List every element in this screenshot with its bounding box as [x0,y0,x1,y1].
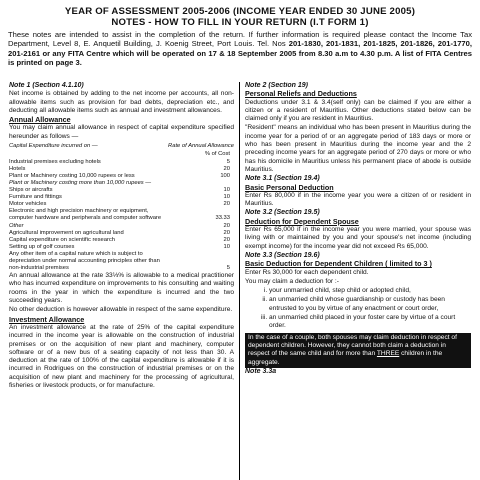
note-3-2-heading: Note 3.2 (Section 19.5) [245,209,320,217]
title-line-2: NOTES - HOW TO FILL IN YOUR RETURN (I.T FORM 1) [111,17,369,28]
rate-table-header-left: Capital Expenditure incurred on — [9,143,98,150]
rate-label: Other [9,222,24,229]
rate-value: 5 [226,265,230,272]
dependent-spouse-heading: Deduction for Dependent Spouse [245,216,359,226]
note-1-heading: Note 1 (Section 4.1.10) [9,82,84,89]
rate-label: Setting up of golf courses [9,243,75,250]
intro-phone-numbers: 201-1830, 201-1831, 201-1825, 201-1826, 201-1770, 201-2161 or any FITA Centre which will be operated on 17 & 18 September 2005 from 8.30 a.m to 4.30 p.m. A list of FITA Centres is printed on page 3. [8,39,472,68]
rate-value: 20 [223,222,230,229]
basic-personal-paragraph: Enter Rs 80,000 if in the income year you were a citizen of or resident in Mauritius. [245,191,471,208]
medical-practitioner-paragraph: An annual allowance at the rate 33⅓% is allowable to a medical practitioner who has incurred expenditure on improvements to his consulting and waiting rooms in the year in which the expenditure is incurred and the two succeeding years. [9,272,234,305]
rate-row [9,223,234,230]
list-item: iii. an unmarried child placed in your foster care by virtue of a court order. [269,314,471,331]
personal-reliefs-heading: Personal Reliefs and Deductions [245,89,357,99]
rate-row [9,166,234,173]
rate-value: 100 [220,172,230,179]
child-categories-list [245,287,471,330]
claim-deduction-paragraph: You may claim a deduction for :- [245,277,339,285]
intro-paragraph [0,28,480,68]
rate-label: computer hardware and peripherals and computer software [9,215,162,222]
rate-row [9,244,234,251]
annual-allowance-paragraph: You may claim annual allowance in respect of capital expenditure specified hereunder as follows — [9,124,234,140]
rate-row [9,230,234,237]
two-column-body [4,82,476,480]
rate-label: Any other item of a capital nature which is subject to [9,250,143,257]
rate-value: 20 [223,229,230,236]
rate-value: 10 [223,243,230,250]
rate-label: Agricultural improvement on agricultural land [9,229,124,236]
rate-label: Capital expenditure on scientific research [9,236,116,243]
rate-label: Hotels [9,165,26,172]
each-child-paragraph: Enter Rs 30,000 for each dependent child. [245,268,369,276]
rate-value: 20 [223,236,230,243]
note-3-1-heading: Note 3.1 (Section 19.4) [245,175,320,183]
annual-allowance-heading: Annual Allowance [9,115,71,125]
rate-value [202,258,234,265]
rate-label: Plant or Machinery costing 10,000 rupees or less [9,172,135,179]
highlight-text-end: children in the aggregate. [248,350,443,366]
rate-row [9,237,234,244]
resident-definition-paragraph: "Resident" means an individual who has been present in Mauritius during the income year for a period of or an aggregate period of 183 days or more or who has been present in Mauritius during the income year and the 2 preceding income years for an aggregate period of 270 days or more or who has his domicile in Mauritius unless his permanent place of abode is outside Mauritius. [245,124,471,173]
highlight-three: THREE [376,350,400,358]
rate-row [9,215,234,222]
basic-personal-deduction-heading: Basic Personal Deduction [245,182,334,192]
rate-row [9,187,234,194]
rate-value: 20 [223,201,230,208]
list-item: ii. an unmarried child whose guardianship or custody has been entrusted to you by virtue of any enactment or court order, [269,296,471,313]
rate-row [9,258,234,265]
title-line-1: YEAR OF ASSESSMENT 2005-2006 (INCOME YEAR ENDED 30 JUNE 2005) [64,6,416,17]
rate-value: 5 [226,158,230,165]
rate-row [9,251,234,258]
dependent-spouse-paragraph: Enter Rs 65,000 if in the income year you were married, your spouse was living with or maintained by you and your spouse's net income (including exempt income) for the income year did not exceed Rs 65,000. [245,226,471,250]
rate-row [9,265,234,272]
rate-table-header-right: Rate of Annual Allowance [168,143,234,150]
rate-label: Plant or Machinery costing more than 10,000 rupees — [9,179,152,186]
note-3-3-heading: Note 3.3 (Section 19.6) [245,251,320,259]
left-column [4,82,240,480]
deductions-paragraph: Deductions under 3.1 & 3.4(self only) can be claimed if you are either a citizen or a resident of Mauritius. Other deductions stated below can be claimed only if you are resident in Mauritius. [245,98,471,123]
investment-allowance-paragraph: An investment allowance at the rate of 25% of the capital expenditure incurred in the income year is allowable on the construction of industrial premises or on the acquisition of new plant and machinery, computer software or of a new bus of a seating capacity of not less than 30. A deduction at the rate of 100% of the capital expenditure is allowable if it is incurred in Rodrigues on the construction of industrial premises or on the acquisition of new plant and machinery for the processing of agricultural, fisheries or livestock products, or for manufacture. [9,323,234,390]
rate-table-pct-label: % of Cost [204,151,230,158]
rate-row [9,159,234,166]
rate-value [202,180,234,187]
rate-value: 10 [223,187,230,194]
document-header [0,0,480,28]
rate-label: depreciation under normal accounting principles other than [9,257,160,264]
rate-table-header [9,142,234,150]
rate-value [202,251,234,258]
intro-text: These notes are intended to assist in the completion of the return. If further information is required please contact the Income Tax Department, Level 8, E. Anquetil Building, J. Koenig Street, Port Louis. Tel. Nos [8,30,472,49]
rate-value: 10 [223,194,230,201]
investment-allowance-heading: Investment Allowance [9,314,85,324]
rate-label: non-industrial premises [9,265,69,272]
note-3-3a-heading: Note 3.3a [245,367,277,375]
rate-table [9,159,234,273]
rate-label: Industrial premises excluding hotels [9,158,101,165]
rate-value: 20 [223,165,230,172]
rate-value: 33.33 [215,215,230,222]
list-item: i. your unmarried child, step child or adopted child, [269,287,471,295]
rate-label: Electronic and high precision machinery or equipment, [9,208,149,215]
rate-label: Motor vehicles [9,201,47,208]
couple-highlight-box [245,333,471,368]
rate-row [9,180,234,187]
no-other-deduction-paragraph: No other deduction is however allowable in respect of the same expenditure. [9,306,233,314]
net-income-paragraph: Net income is obtained by adding to the net income per accounts, all non-allowable items such as provision for bad debts, depreciation etc., and deducting all allowable items such as annual and investment allowances. [9,90,234,114]
note-2-heading: Note 2 (Section 19) [245,82,309,89]
dependent-children-heading: Basic Deduction for Dependent Children ( limited to 3 ) [245,259,432,269]
highlight-text: In the case of a couple, both spouses may claim deduction in respect of dependent children. However, they cannot both claim a deduction in respect of the same child and for more than [248,333,457,358]
rate-label: Ships or aircrafts [9,187,53,194]
rate-row [9,208,234,215]
rate-row [9,201,234,208]
rate-value [202,208,234,215]
right-column [240,82,476,480]
rate-row [9,173,234,180]
rate-row [9,194,234,201]
rate-label: Furniture and fittings [9,194,62,201]
